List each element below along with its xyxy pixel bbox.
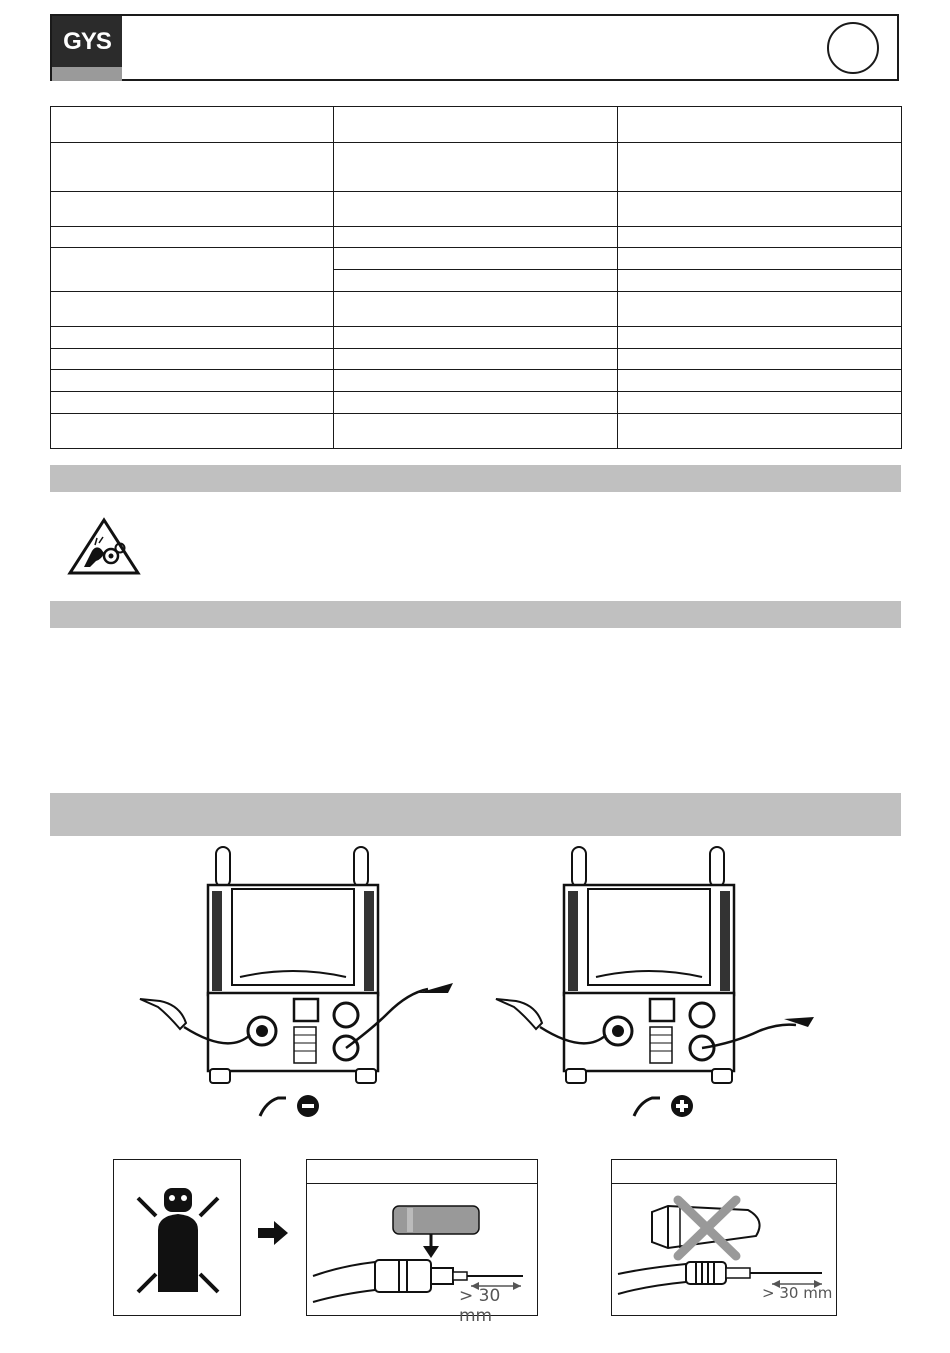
machine-front-figure-right bbox=[484, 843, 814, 1093]
nozzle-install-panel bbox=[306, 1159, 538, 1326]
no-gas-cylinder-icon bbox=[134, 1184, 222, 1296]
language-circle bbox=[827, 22, 879, 74]
table-row bbox=[51, 107, 902, 143]
dimension-label-right: > 30 mm bbox=[762, 1284, 833, 1302]
table-row bbox=[51, 192, 902, 227]
section-bar-2 bbox=[50, 601, 901, 628]
dimension-label-left: > 30 mm bbox=[459, 1286, 501, 1326]
no-gas-panel bbox=[113, 1159, 241, 1316]
table-row bbox=[51, 370, 902, 392]
next-step-arrow-icon bbox=[256, 1219, 290, 1247]
nozzle-removed-panel-header bbox=[612, 1160, 836, 1184]
torch-minus-polarity-icon bbox=[256, 1092, 322, 1120]
warning-gears-icon bbox=[68, 517, 140, 575]
table-row bbox=[51, 414, 902, 449]
machine-front-figure-left bbox=[128, 843, 458, 1093]
brand-logo-text: GYS bbox=[63, 28, 111, 55]
table-row bbox=[51, 349, 902, 370]
table-row bbox=[51, 227, 902, 248]
header-frame bbox=[50, 14, 899, 81]
brand-logo bbox=[52, 16, 122, 81]
table-row bbox=[51, 392, 902, 414]
spec-table bbox=[50, 106, 902, 449]
torch-plus-polarity-icon bbox=[630, 1092, 696, 1120]
section-bar-1 bbox=[50, 465, 901, 492]
nozzle-install-panel-header bbox=[307, 1160, 537, 1184]
section-bar-3 bbox=[50, 793, 901, 836]
table-row bbox=[51, 327, 902, 349]
brand-logo-stripe bbox=[52, 67, 122, 81]
table-row bbox=[51, 248, 902, 270]
table-row bbox=[51, 143, 902, 192]
nozzle-removed-panel bbox=[611, 1159, 837, 1316]
table-row bbox=[51, 292, 902, 327]
